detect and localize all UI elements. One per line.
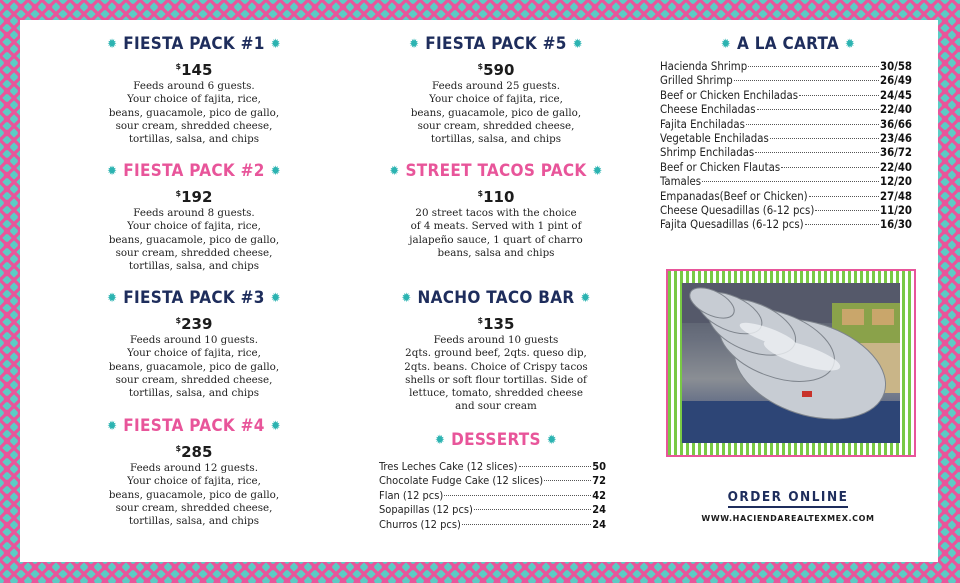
pack-title: FIESTA PACK #3 <box>123 288 265 308</box>
list-item: Beef or Chicken Enchiladas 24/45 <box>660 88 912 102</box>
fiesta-pack-5 <box>376 34 616 146</box>
pack-title: FIESTA PACK #1 <box>123 34 265 54</box>
buffet-photo <box>666 269 916 457</box>
pack-description: Feeds around 10 guests 2qts. ground beef, 2qts. queso dip, 2qts. beans. Choice of Crispy tacos shells or soft flour tortillas. Side of lettuce, tomato, shredded cheese and sour cream <box>404 334 588 413</box>
pack-title: FIESTA PACK #4 <box>123 416 265 436</box>
list-item: Grilled Shrimp 26/49 <box>660 74 912 88</box>
list-item: Cheese Quesadillas (6-12 pcs) 11/20 <box>660 204 912 218</box>
desserts-title: DESSERTS <box>451 430 541 450</box>
desserts-section <box>376 430 616 532</box>
pack-description: Feeds around 12 guests. Your choice of fajita, rice, beans, guacamole, pico de gallo, sour cream, shredded cheese, tortillas, salsa, and chips <box>108 462 280 528</box>
pack-title: FIESTA PACK #5 <box>425 34 567 54</box>
star-bullet-icon: ✹ <box>401 291 412 306</box>
pack-price: $590 <box>477 61 515 79</box>
pack-title: STREET TACOS PACK <box>405 161 587 181</box>
order-online-block <box>658 486 918 523</box>
star-bullet-icon: ✹ <box>389 164 400 179</box>
star-bullet-icon: ✹ <box>270 291 281 306</box>
star-bullet-icon: ✹ <box>409 37 420 52</box>
star-bullet-icon: ✹ <box>270 164 281 179</box>
fiesta-pack-3 <box>78 288 310 400</box>
pack-description: Feeds around 8 guests. Your choice of fajita, rice, beans, guacamole, pico de gallo, sour cream, shredded cheese, tortillas, salsa, and chips <box>108 207 280 273</box>
star-bullet-icon: ✹ <box>270 419 281 434</box>
pack-price: $285 <box>175 443 213 461</box>
list-item: Shrimp Enchiladas 36/72 <box>660 146 912 160</box>
a-la-carta-title: A LA CARTA <box>736 34 840 54</box>
star-bullet-icon: ✹ <box>845 37 856 52</box>
pack-title: FIESTA PACK #2 <box>123 161 265 181</box>
pack-title: NACHO TACO BAR <box>417 288 575 308</box>
list-item: Fajita Enchiladas 36/66 <box>660 117 912 131</box>
star-bullet-icon: ✹ <box>592 164 603 179</box>
star-bullet-icon: ✹ <box>435 433 446 448</box>
star-bullet-icon: ✹ <box>546 433 557 448</box>
list-item: Flan (12 pcs) 42 <box>379 488 606 502</box>
list-item: Sopapillas (12 pcs) 24 <box>379 503 606 517</box>
list-item: Vegetable Enchiladas 23/46 <box>660 132 912 146</box>
nacho-taco-bar <box>376 288 616 414</box>
pack-price: $192 <box>175 188 213 206</box>
fiesta-pack-4 <box>78 416 310 528</box>
list-item: Tamales 12/20 <box>660 175 912 189</box>
pack-price: $239 <box>175 315 213 333</box>
a-la-carta-list <box>660 60 912 233</box>
fiesta-pack-1 <box>78 34 310 146</box>
pack-price: $110 <box>477 188 515 206</box>
pack-price: $135 <box>477 315 515 333</box>
star-bullet-icon: ✹ <box>580 291 591 306</box>
star-bullet-icon: ✹ <box>720 37 731 52</box>
website-link[interactable]: WWW.HACIENDAREALTEXMEX.COM <box>701 514 875 523</box>
a-la-carta-section <box>658 34 918 233</box>
list-item: Beef or Chicken Flautas 22/40 <box>660 160 912 174</box>
list-item: Empanadas(Beef or Chicken) 27/48 <box>660 189 912 203</box>
fiesta-pack-2 <box>78 161 310 273</box>
star-bullet-icon: ✹ <box>107 419 118 434</box>
menu-page <box>20 20 938 562</box>
star-bullet-icon: ✹ <box>572 37 583 52</box>
pack-description: 20 street tacos with the choice of 4 meats. Served with 1 pint of jalapeño sauce, 1 quart of charro beans, salsa and chips <box>409 207 583 259</box>
list-item: Cheese Enchiladas 22/40 <box>660 103 912 117</box>
pack-description: Feeds around 6 guests. Your choice of fajita, rice, beans, guacamole, pico de gallo, sour cream, shredded cheese, tortillas, salsa, and chips <box>108 80 280 146</box>
street-tacos-pack <box>376 161 616 260</box>
desserts-list <box>379 460 606 532</box>
list-item: Churros (12 pcs) 24 <box>379 517 606 531</box>
list-item: Chocolate Fudge Cake (12 slices) 72 <box>379 474 606 488</box>
pack-description: Feeds around 25 guests. Your choice of fajita, rice, beans, guacamole, pico de gallo, sour cream, shredded cheese, tortillas, salsa, and chips <box>410 80 582 146</box>
list-item: Tres Leches Cake (12 slices) 50 <box>379 460 606 473</box>
order-online-heading: ORDER ONLINE <box>728 489 849 508</box>
star-bullet-icon: ✹ <box>107 291 118 306</box>
chafing-dishes-image <box>682 283 900 443</box>
star-bullet-icon: ✹ <box>270 37 281 52</box>
pack-description: Feeds around 10 guests. Your choice of fajita, rice, beans, guacamole, pico de gallo, sour cream, shredded cheese, tortillas, salsa, and chips <box>108 334 280 400</box>
star-bullet-icon: ✹ <box>107 164 118 179</box>
pack-price: $145 <box>175 61 213 79</box>
star-bullet-icon: ✹ <box>107 37 118 52</box>
list-item: Fajita Quesadillas (6-12 pcs) 16/30 <box>660 218 912 232</box>
list-item: Hacienda Shrimp 30/58 <box>660 60 912 73</box>
